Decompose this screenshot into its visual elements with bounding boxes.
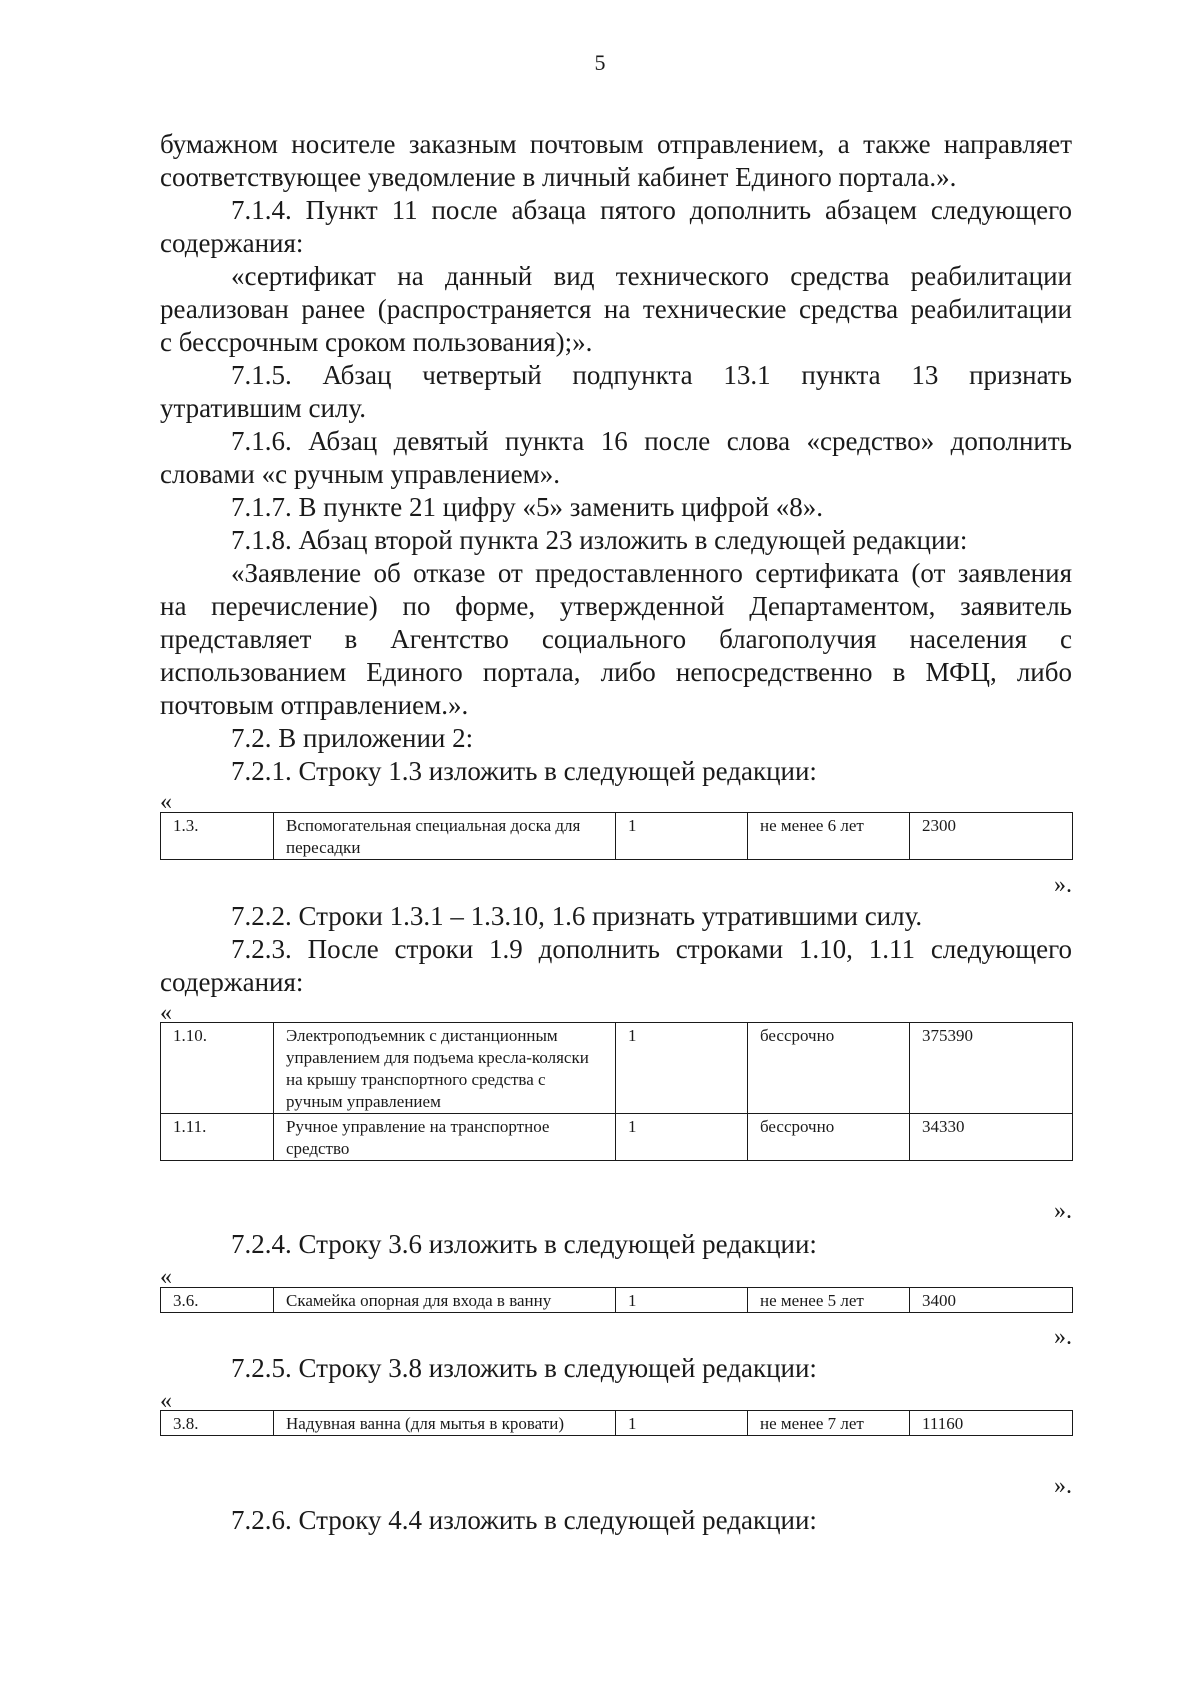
paragraph-line: представляет в Агентство социального благополучия населения с	[160, 624, 1072, 654]
table-cell: 1	[616, 1288, 748, 1313]
table-cell: не менее 5 лет	[748, 1288, 910, 1313]
paragraph-line: 7.1.6. Абзац девятый пункта 16 после слова «средство» дополнить	[231, 426, 1072, 456]
table-row	[161, 1114, 1073, 1161]
paragraph-line: 7.1.5. Абзац четвертый подпункта 13.1 пункта 13 признать	[231, 360, 1072, 390]
quote-close: ».	[1054, 1198, 1072, 1224]
paragraph-line: 7.2.5. Строку 3.8 изложить в следующей редакции:	[231, 1353, 817, 1383]
table-cell: 3.6.	[161, 1288, 274, 1313]
table-cell: 375390	[910, 1023, 1073, 1114]
paragraph-line: 7.1.7. В пункте 21 цифру «5» заменить цифрой «8».	[231, 492, 824, 522]
table-cell: Ручное управление на транспортное средство	[274, 1114, 616, 1161]
table-cell: 1	[616, 1114, 748, 1161]
table-cell: бессрочно	[748, 1114, 910, 1161]
table-cell: 3.8.	[161, 1411, 274, 1436]
paragraph-line: «Заявление об отказе от предоставленного сертификата (от заявления	[231, 558, 1072, 588]
quote-open: «	[160, 1264, 172, 1290]
table-cell: 11160	[910, 1411, 1073, 1436]
table-row-3-8	[160, 1410, 1073, 1436]
paragraph-line: бумажном носителе заказным почтовым отправлением, а также направляет	[160, 129, 1072, 159]
quote-open: «	[160, 1000, 172, 1026]
paragraph-line: 7.1.4. Пункт 11 после абзаца пятого дополнить абзацем следующего	[231, 195, 1072, 225]
paragraph-line: содержания:	[160, 228, 304, 258]
table-cell: 1	[616, 1411, 748, 1436]
table-cell: 1	[616, 813, 748, 860]
table-row	[161, 1288, 1073, 1313]
paragraph-line: 7.2.6. Строку 4.4 изложить в следующей редакции:	[231, 1505, 817, 1535]
table-cell: Вспомогательная специальная доска для пересадки	[274, 813, 616, 860]
paragraph-line: 7.2.2. Строки 1.3.1 – 1.3.10, 1.6 признать утратившими силу.	[231, 901, 923, 931]
table-cell: Скамейка опорная для входа в ванну	[274, 1288, 616, 1313]
paragraph-line: 7.2. В приложении 2:	[231, 723, 474, 753]
quote-open: «	[160, 1388, 172, 1414]
table-cell: 34330	[910, 1114, 1073, 1161]
table-cell: Электроподъемник с дистанционным управлением для подъема кресла-коляски на крышу транспортного средства с ручным управлением	[274, 1023, 616, 1114]
paragraph-line: утратившим силу.	[160, 393, 366, 423]
paragraph-line: словами «с ручным управлением».	[160, 459, 561, 489]
table-rows-1-10-1-11	[160, 1022, 1073, 1161]
paragraph-line: с бессрочным сроком пользования);».	[160, 327, 593, 357]
paragraph-line: использованием Единого портала, либо непосредственно в МФЦ, либо	[160, 657, 1072, 687]
quote-close: ».	[1054, 1324, 1072, 1350]
paragraph-line: на перечисление) по форме, утвержденной Департаментом, заявитель	[160, 591, 1072, 621]
table-cell: Надувная ванна (для мытья в кровати)	[274, 1411, 616, 1436]
table-cell: 1.3.	[161, 813, 274, 860]
table-row	[161, 1411, 1073, 1436]
paragraph-line: реализован ранее (распространяется на технические средства реабилитации	[160, 294, 1072, 324]
table-cell: 1.11.	[161, 1114, 274, 1161]
table-row-1-3	[160, 812, 1073, 860]
table-row-3-6	[160, 1287, 1073, 1313]
quote-close: ».	[1054, 872, 1072, 898]
paragraph-line: 7.2.3. После строки 1.9 дополнить строками 1.10, 1.11 следующего	[231, 934, 1072, 964]
paragraph-line: «сертификат на данный вид технического средства реабилитации	[231, 261, 1072, 291]
quote-close: ».	[1054, 1473, 1072, 1499]
paragraph-line: 7.2.4. Строку 3.6 изложить в следующей редакции:	[231, 1229, 817, 1259]
table-row	[161, 1023, 1073, 1114]
quote-open: «	[160, 789, 172, 815]
table-cell: 3400	[910, 1288, 1073, 1313]
page-number: 5	[594, 50, 606, 75]
paragraph-line: 7.1.8. Абзац второй пункта 23 изложить в следующей редакции:	[231, 525, 968, 555]
paragraph-line: соответствующее уведомление в личный кабинет Единого портала.».	[160, 162, 957, 192]
table-cell: 2300	[910, 813, 1073, 860]
table-row	[161, 813, 1073, 860]
table-cell: не менее 6 лет	[748, 813, 910, 860]
table-cell: не менее 7 лет	[748, 1411, 910, 1436]
table-cell: 1.10.	[161, 1023, 274, 1114]
table-cell: бессрочно	[748, 1023, 910, 1114]
paragraph-line: содержания:	[160, 967, 304, 997]
table-cell: 1	[616, 1023, 748, 1114]
paragraph-line: 7.2.1. Строку 1.3 изложить в следующей редакции:	[231, 756, 817, 786]
paragraph-line: почтовым отправлением.».	[160, 690, 469, 720]
